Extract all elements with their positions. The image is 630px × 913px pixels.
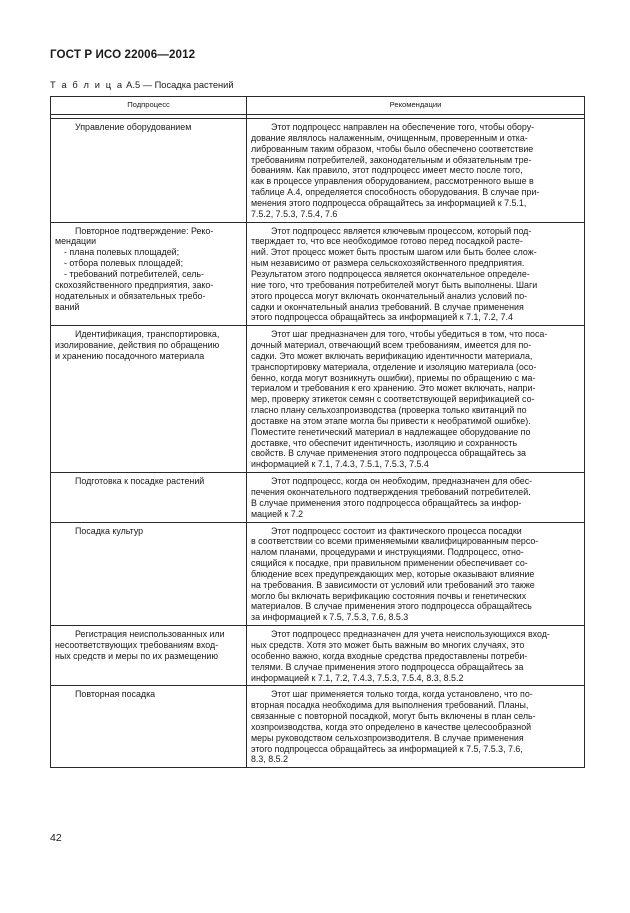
recommendation-line: этого процесса могут включать окончательный анализ условий по- (251, 290, 528, 301)
recommendation-line: териалом и требования к его хранению. Это может включать, напри- (251, 383, 536, 394)
subprocess-line: нодательных и обязательных требо- (55, 290, 206, 301)
recommendation-line: мер, проверку этикеток семян с соответствующей верификацией со- (251, 394, 535, 405)
recommendation-line: ние того, что требования потребителей могут быть выполнены. Шаги (251, 279, 538, 290)
table-row (51, 626, 585, 686)
recommendation-cell (247, 473, 585, 522)
recommendation-line: бованиям. Как правило, этот подпроцесс имеет место после того, (251, 165, 523, 176)
subprocess-cell (51, 522, 247, 626)
subprocess-cell (51, 686, 247, 768)
column-header-subprocess: Подпроцесс (51, 97, 247, 115)
recommendation-line: свойств. В случае применения этого подпроцесса обращайтесь за (251, 448, 526, 459)
recommendation-line: 7.5.2, 7.5.3, 7.5.4, 7.6 (251, 208, 338, 219)
recommendation-line: доставке, что обеспечит идентичность, изоляцию и сохранность (251, 437, 518, 448)
recommendation-line: меры руководством сельхозпроизводителя. В случае применения (251, 732, 524, 743)
recommendation-line: Этот подпроцесс предназначен для учета неиспользующихся вход- (271, 629, 550, 640)
recommendation-line: печения окончательного подтверждения требований потребителей. (251, 487, 531, 497)
subprocess-cell (51, 222, 247, 326)
subprocess-line: несоответствующих требованиям вход- (55, 639, 219, 650)
recommendation-line: информацией к 7.1, 7.2, 7.4.3, 7.5.3, 7.5.4, 8.3, 8.5.2 (251, 672, 464, 683)
subprocess-line: ваний (55, 301, 80, 312)
recommendation-line: В случае применения этого подпроцесса обращайтесь за инфор- (251, 497, 522, 508)
subprocess-line: изолирование, действия по обращению (55, 340, 220, 351)
subprocess-line: - требований потребителей, сель- (64, 268, 204, 279)
subprocess-line: Идентификация, транспортировка, (75, 329, 220, 340)
recommendation-line: вторная посадка необходима для выполнения требований. Планы, (251, 700, 529, 711)
table-row (51, 686, 585, 768)
planting-subprocess-table (50, 96, 585, 768)
recommendation-line: 8.3, 8.5.2 (251, 754, 289, 765)
subprocess-line: Регистрация неиспользованных или (75, 629, 225, 640)
recommendation-line: ных средств. Хотя это может быть важным во многих случаях, это (251, 639, 525, 650)
recommendation-cell (247, 222, 585, 326)
recommendation-line: ным независимо от размера сельскохозяйственного предприятия. (251, 258, 525, 269)
recommendation-line: этого подпроцесса обращайтесь за информацией к 7.1, 7.2, 7.4 (251, 312, 513, 323)
recommendation-line: Этот подпроцесс состоит из фактического процесса посадки (271, 525, 522, 536)
subprocess-cell (51, 326, 247, 473)
recommendation-line: Поместите генетический материал в надлежащее оборудование по (251, 426, 531, 437)
recommendation-line: ний. Этот процесс может быть простым шагом или быть более слож- (251, 247, 537, 258)
subprocess-line: Управление оборудованием (75, 122, 192, 132)
subprocess-line: - отбора полевых площадей; (64, 258, 184, 269)
recommendation-line: особенно важно, когда входные средства предоставлены потреби- (251, 650, 528, 661)
recommendation-line: за информацией к 7.5, 7.5.3, 7.6, 8.5.3 (251, 612, 409, 623)
recommendation-cell (247, 626, 585, 686)
subprocess-line: Подготовка к посадке растений (75, 476, 205, 487)
recommendation-line: сящийся к посадке, при правильном применении обеспечивает со- (251, 558, 528, 569)
table-row (51, 119, 585, 223)
recommendation-line: телями. В случае применения этого подпроцесса обращайтесь за (251, 661, 524, 672)
column-header-recommendations: Рекомендации (247, 97, 585, 115)
recommendation-line: Этот подпроцесс является ключевым процессом, который под- (271, 225, 532, 236)
recommendation-line: менения этого подпроцесса обращайтесь за информацией к 7.5.1, (251, 197, 527, 208)
table-row (51, 222, 585, 326)
recommendation-line: садки. Это может включать верификацию идентичности материала, (251, 350, 533, 361)
table-row (51, 473, 585, 522)
recommendation-cell (247, 326, 585, 473)
recommendation-line: информацией к 7.1, 7.4.3, 7.5.1, 7.5.3, 7.5.4 (251, 459, 429, 470)
table-row (51, 522, 585, 626)
table-caption-label: Т а б л и ц а (50, 80, 124, 90)
subprocess-cell (51, 119, 247, 223)
subprocess-line: ных средств и меры по их размещению (55, 650, 218, 661)
table-caption-title: А.5 — Посадка растений (123, 80, 234, 90)
recommendation-line: в соответствии со всеми применяемыми квалифицированным персо- (251, 536, 539, 547)
recommendation-line: мацией к 7.2 (251, 508, 304, 519)
recommendation-line: налом планами, процедурами и инструкциями. Подпроцесс, отно- (251, 547, 524, 558)
recommendation-line: Этот шаг применяется только тогда, когда установлено, что по- (271, 689, 533, 700)
recommendation-line: Этот подпроцесс, когда он необходим, предназначен для обес- (271, 476, 533, 487)
recommendation-line: Этот шаг предназначен для того, чтобы убедиться в том, что поса- (271, 329, 548, 340)
table-body (51, 115, 585, 768)
subprocess-cell (51, 626, 247, 686)
recommendation-line: садки и окончательный анализ требований. В случае применения (251, 301, 524, 312)
subprocess-line: и хранению посадочного материала (55, 350, 205, 361)
recommendation-line: этого подпроцесса обращайтесь за информацией к 7.5, 7.5.3, 7.6, (251, 743, 523, 754)
recommendation-cell (247, 119, 585, 223)
recommendation-line: хозпроизводства, когда это определено в качестве целесообразной (251, 721, 532, 732)
recommendation-line: тверждает то, что все необходимое готово перед посадкой расте- (251, 236, 523, 247)
recommendation-line: могло бы включать верификацию состояния почвы и генетических (251, 590, 527, 601)
table-header-row (51, 97, 585, 115)
recommendation-line: бенно, когда могут возникнуть ошибки), приемы по обращению с ма- (251, 372, 536, 383)
recommendation-line: Этот подпроцесс направлен на обеспечение того, чтобы обору- (271, 122, 535, 132)
recommendation-line: как в процессе управления оборудованием, рассмотренного выше в (251, 176, 534, 187)
recommendation-line: дование являлось налаженным, очищенным, проверенным и отка- (251, 132, 528, 143)
recommendation-line: связанные с повторной посадкой, могут быть включены в план сель- (251, 711, 536, 722)
subprocess-line: - плана полевых площадей; (64, 247, 180, 258)
recommendation-line: блюдение всех предупреждающих мер, которые оказывают влияние (251, 568, 535, 579)
recommendation-line: доставке на этом этапе могла бы привести к необратимой ошибке). (251, 415, 531, 426)
subprocess-line: мендации (55, 236, 97, 247)
document-code-header: ГОСТ Р ИСО 22006—2012 (50, 48, 196, 61)
subprocess-line: Повторное подтверждение: Реко- (75, 225, 214, 236)
recommendation-line: гласно плану сельхозпроизводства (проверка только квитанций по (251, 405, 527, 416)
table-caption (50, 80, 234, 90)
recommendation-line: таблице А.4, определяется способность оборудования. В случае при- (251, 187, 540, 198)
recommendation-line: материалов. В случае применения этого подпроцесса обращайтесь (251, 601, 532, 612)
recommendation-line: требованиям потребителей, законодательным и обязательным тре- (251, 154, 532, 165)
recommendation-cell (247, 522, 585, 626)
recommendation-line: дочный материал, отвечающий всем требованиям, имеется для по- (251, 340, 532, 351)
page-number: 42 (50, 832, 62, 844)
recommendation-line: транспортировку материала, отделение и изоляцию материала (осо- (251, 361, 537, 372)
recommendation-line: либрованным таким образом, чтобы было обеспечено соответствие (251, 143, 534, 154)
recommendation-line: Результатом этого подпроцесса является окончательное определе- (251, 268, 530, 279)
subprocess-line: Посадка культур (75, 525, 144, 536)
subprocess-line: скохозяйственного предприятия, зако- (55, 279, 214, 290)
subprocess-cell (51, 473, 247, 522)
recommendation-cell (247, 686, 585, 768)
recommendation-line: на требования. В зависимости от условий или требований это также (251, 579, 535, 590)
table-row (51, 326, 585, 473)
subprocess-line: Повторная посадка (75, 689, 156, 700)
